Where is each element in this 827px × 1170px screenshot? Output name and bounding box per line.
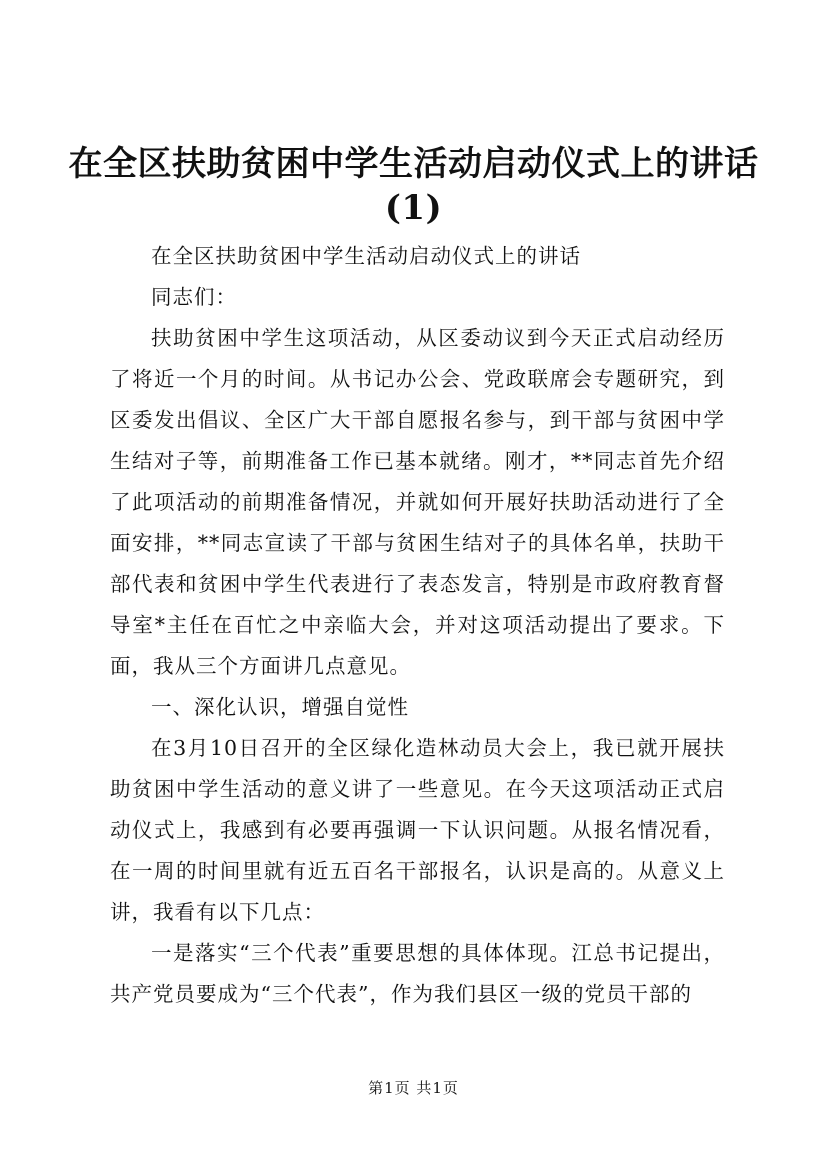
section-heading: 一、深化认识，增强自觉性 [151,695,409,719]
document-title [60,142,767,230]
title-line-2: (1) [384,188,443,228]
salutation-paragraph: 同志们： [151,285,237,309]
title-line-1: 在全区扶助贫困中学生活动启动仪式上的讲话 [68,144,759,184]
body-paragraph: 一是落实“三个代表”重要思想的具体体现。江总书记提出，共产党员要成为“三个代表”，作为我们县区一级的党员干部的 [110,941,725,1006]
page-footer: 第1页 共1页 [368,1079,459,1097]
body-paragraph: 在3月10日召开的全区绿化造林动员大会上，我已就开展扶助贫困中学生活动的意义讲了一些意见。在今天这项活动正式启动仪式上，我感到有必要再强调一下认识问题。从报名情况看，在一周的时间里就有近五百名干部报名，认识是高的。从意义上讲，我看有以下几点： [110,736,725,924]
subtitle-paragraph: 在全区扶助贫困中学生活动启动仪式上的讲话 [151,244,581,268]
body-paragraph: 扶助贫困中学生这项活动，从区委动议到今天正式启动经历了将近一个月的时间。从书记办公会、党政联席会专题研究，到区委发出倡议、全区广大干部自愿报名参与，到干部与贫困中学生结对子等，前期准备工作已基本就绪。刚才，**同志首先介绍了此项活动的前期准备情况，并就如何开展好扶助活动进行了全面安排，**同志宣读了干部与贫困生结对子的具体名单，扶助干部代表和贫困中学生代表进行了表态发言，特别是市政府教育督导室*主任在百忙之中亲临大会，并对这项活动提出了要求。下面，我从三个方面讲几点意见。 [110,326,725,678]
document-body [110,236,725,1015]
